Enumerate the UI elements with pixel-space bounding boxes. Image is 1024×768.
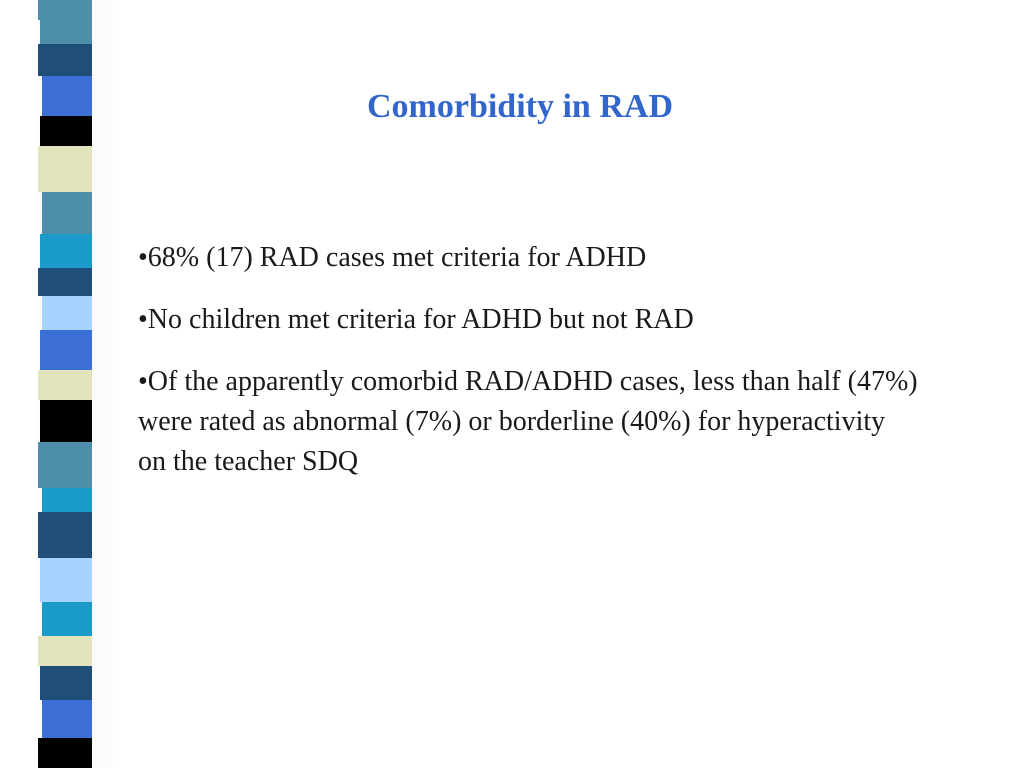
bullet-list: [138, 238, 918, 504]
slide-title: Comorbidity in RAD: [366, 88, 674, 125]
bullet-item: •Of the apparently comorbid RAD/ADHD cases, less than half (47%) were rated as abnormal (7%) or borderline (40%) for hyperactivity on the teacher SDQ: [138, 366, 918, 477]
bullet-item: •No children met criteria for ADHD but not RAD: [138, 304, 694, 335]
decorative-block-strip: [0, 0, 130, 768]
bullet-item: •68% (17) RAD cases met criteria for ADHD: [138, 242, 647, 273]
